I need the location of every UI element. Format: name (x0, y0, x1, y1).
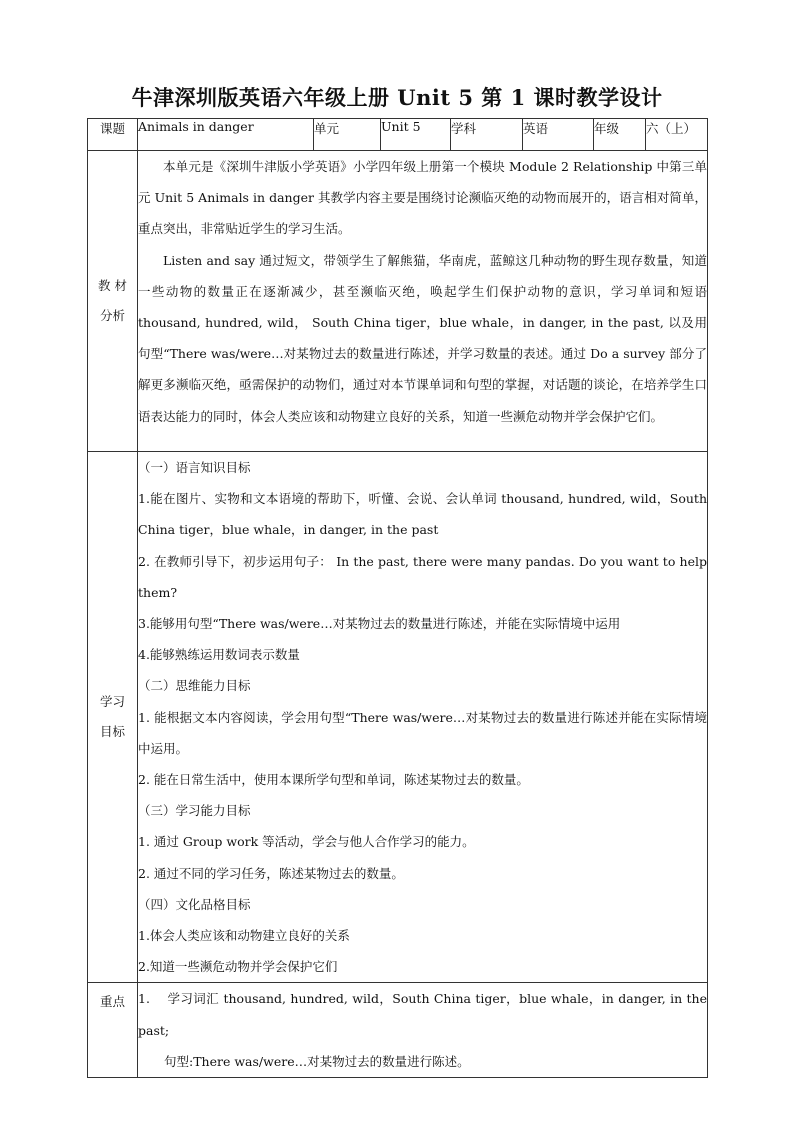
analysis-label-line2: 分析 (99, 308, 125, 323)
objective-heading-learning: （三）学习能力目标 (138, 803, 251, 819)
objectives-row (88, 452, 708, 983)
objective-heading-thinking: （二）思维能力目标 (138, 678, 251, 694)
objective-line: 1.体会人类应该和动物建立良好的关系 (138, 928, 350, 944)
lesson-plan-table (87, 118, 708, 1078)
unit-value: Unit 5 (381, 119, 451, 151)
header-row (88, 119, 708, 151)
subject-value: 英语 (523, 119, 594, 151)
key-point-line-1: 学习词汇 thousand, hundred, wild，South China tiger，blue whale，in danger, in the past; (138, 991, 707, 1038)
grade-value: 六（上） (646, 119, 708, 151)
objective-line: 2. 通过不同的学习任务，陈述某物过去的数量。 (138, 865, 404, 881)
analysis-label (88, 151, 138, 452)
objective-line: 4.能够熟练运用数词表示数量 (138, 647, 300, 663)
objectives-label-line1: 学习 (99, 694, 125, 710)
objective-line: 1. 能根据文本内容阅读，学会用句型“There was/were…对某物过去的数量进行陈述并能在实际情境中运用。 (138, 709, 707, 756)
objectives-label (88, 452, 138, 983)
analysis-row (88, 151, 708, 452)
objective-line: 2.知道一些濒危动物并学会保护它们 (138, 959, 338, 975)
objective-heading-language: （一）语言知识目标 (138, 460, 251, 475)
topic-value: Animals in danger (138, 119, 314, 151)
objective-line: 2. 能在日常生活中，使用本课所学句型和单词，陈述某物过去的数量。 (138, 772, 529, 788)
objective-line: 2. 在教师引导下，初步运用句子： In the past, there were many pandas. Do you want to help them? (138, 553, 707, 600)
grade-label: 年级 (594, 119, 646, 151)
analysis-paragraph-1: 本单元是《深圳牛津版小学英语》小学四年级上册第一个模块 Module 2 Relationship 中第三单元 Unit 5 Animals in danger 其教学内容主要是围绕讨论濒临灭绝的动物而展开的，语言相对简单，重点突出，非常贴近学生的学习生活。 (138, 159, 707, 237)
key-point-number: 1. (138, 991, 150, 1007)
objectives-label-line2: 目标 (99, 724, 125, 740)
unit-label: 单元 (314, 119, 381, 151)
analysis-content (138, 151, 708, 452)
key-points-label: 重点 (88, 983, 138, 1078)
objectives-content (138, 452, 708, 983)
key-points-content (138, 983, 708, 1078)
objective-line: 1. 通过 Group work 等活动，学会与他人合作学习的能力。 (138, 834, 475, 850)
objective-line: 3.能够用句型“There was/were…对某物过去的数量进行陈述，并能在实际情境中运用 (138, 616, 621, 632)
document-title: 牛津深圳版英语六年级上册 Unit 5 第 1 课时教学设计 (131, 85, 663, 110)
key-point-item-1 (138, 983, 707, 1045)
analysis-paragraph-2: Listen and say 通过短文，带领学生了解熊猫，华南虎，蓝鲸这几种动物的野生现存数量，知道一些动物的数量正在逐渐减少，甚至濒临灭绝，唤起学生们保护动物的意识，学习单词和短语 thousand, hundred, wild， South China tiger，blue whale，in danger, in the past, 以及用句型“There was/were…对某物过去的数量进行陈述，并学习数量的表述。通过 Do a survey 部分了解更多濒临灭绝，亟需保护的动物们，通过对本节课单词和句型的掌握，对话题的谈论，在培养学生口语表达能力的同时，体会人类应该和动物建立良好的关系，知道一些濒危动物并学会保护它们。 (138, 252, 707, 424)
analysis-label-line1: 教 材 (98, 278, 127, 293)
key-points-row (88, 983, 708, 1078)
topic-label: 课题 (88, 119, 138, 151)
objective-line: 1.能在图片、实物和文本语境的帮助下，听懂、会说、会认单词 thousand, hundred, wild，South China tiger，blue whale，in danger, in the past (138, 491, 707, 538)
objective-heading-culture: （四）文化品格目标 (138, 896, 251, 912)
key-point-line-2: 句型:There was/were…对某物过去的数量进行陈述。 (164, 1053, 470, 1069)
subject-label: 学科 (451, 119, 523, 151)
